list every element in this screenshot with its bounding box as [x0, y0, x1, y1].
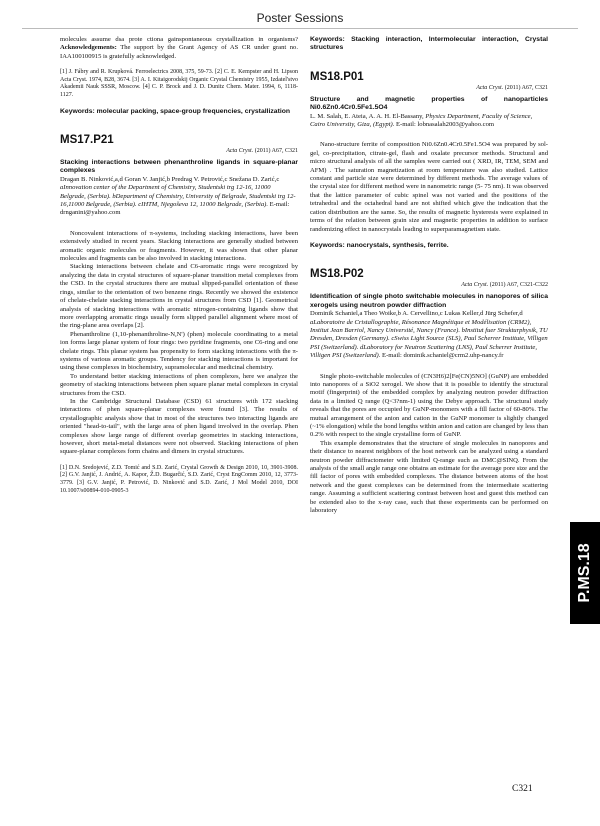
abstract-title-ms17-p21: Stacking interactions between phenanthroline ligands in square-planar complexes [60, 159, 298, 175]
authors-ms18-p01: L. M. Salah, E. Ateia, A. A. H. El-Bassany, Physics Department, Faculty of Science, Cairo University, Giza, (Egypt). E-mail: lobnasalah2003@yahoo.com [310, 112, 533, 129]
references-second: [1] D.N. Sredojević, Z.D. Tomić and S.D. Zarić, Crystal Growth & Design 2010, 10, 3901-3908. [2] G.V. Janjić, J. Andrić, A. Kapor, Ž.D. Bugarčić, S.D. Zarić, Cryst EngComm 2010, 12, 3773-3779. [3] G.V. Janjić, P. Petrović, D. Ninković and S.D. Zarić, J Mol Model 2010, DOI 10.1007/s00894-010-0905-3 [60, 464, 298, 494]
left-column [60, 36, 298, 495]
references-first: [1] J. Fábry and R. Krupková. Ferroelectrics 2008, 375, 59-73. [2] C. E. Kempster and H. Lipson Acta Cryst. 1974, B28, 3674. [3] A. I. Kitaigorodskij Organic Crystal Chemistry 1955, Izdatel'stvo Akademii Nauk SSSR, Moscow. [4] C. P. Brock and J. D. Dunitz Chem. Mater. 1994, 6, 1118-1127. [60, 69, 298, 98]
section-side-tab [570, 522, 600, 624]
header-title: Poster Sessions [256, 11, 344, 25]
body-paragraph: Single photo-switchable molecules of (CN3H6)2[Fe(CN)5NO] (GuNP) are embedded into nanopores of a SiO2 xerogel. We show that it is possible to identify the structural motif (fingerprint) of the embedded complex by analyzing neutron powder diffraction data in a limited Q range (Q<3?nm-1) using the Debye approach. The structural study reveals that the pores are occupied by GuNP-monomers with a fill factor of 60-80%. The mutual arrangement of the anion and cation in the GuNP monomer is slightly changed (~1% elongation) while the bond lengths within anion and cation are changed by less than 0.2% with respect to the single crystalline form of GuNP. [310, 372, 548, 439]
header-rule [22, 28, 578, 29]
abstract-title-ms18-p02: Identification of single photo switchable molecules in nanopores of silica xerogels using neutron powder diffraction [310, 293, 548, 309]
citation-ms18-p01: Acta Cryst. (2011) A67, C321 [476, 84, 548, 91]
body-paragraph: Noncovalent interactions of π-systems, including stacking interactions, have been extensively studied in recent years. Stacking interactions are generally studied between aromatic organic molecules or fragments. However, it was shown that other planar molecules and fragments can be also involved in stacking interactions. [60, 229, 298, 263]
body-paragraph: This example demonstrates that the structure of single molecules in nanopores and their distance to nearest neighbors of the host network can be analyzed using a standard neutron powder diffractometer with limited Q-range such as DMC@SINQ. From the analysis of the small angle range one obtains an estimate for the average pore size and the fill factor of pores with embedded complexes. The distance between atoms of the host network and the guest complexes can be determined from the intermediate scattering range. Assuming a sufficient scattering contrast between host and guest this method can be extended also to the x-ray case, such that these experiments can be performed on laboratory [310, 439, 548, 515]
abstract-intro-tail: molecules assume dsa prote ctiona gainspontaneous crystallization in organisms? Acknowledgements: The support by the Grant Agency of AS CR under grant no. IAA100100915 is gratefully acknowledged. [60, 36, 298, 60]
abstract-title-ms18-p01: Structure and magnetic properties of nanoparticles Ni0.6Zn0.4Cr0.5Fe1.5O4 [310, 95, 548, 112]
keywords-first: Keywords: molecular packing, space-group frequencies, crystallization [60, 107, 291, 115]
section-heading-ms18-p02: MS18.P02 [310, 268, 364, 281]
section-heading-ms18-p01: MS18.P01 [310, 70, 364, 83]
right-column [310, 36, 548, 515]
page-number: C321 [512, 784, 533, 794]
body-paragraph: Nano-structure ferrite of composition Ni0.6Zn0.4Cr0.5Fe1.5O4 was prepared by sol-gel, co-precipitation, citrate-gel, flash and oxalate precursor methods. Structural and micro structural analysis of all the samples were carried out ( XRD, IR, TEM, SEM and AFM) . The saturation magnetization at room temperature was also studied. Lattice constant and particle size were determined by different methods. The average values of the crystal size for different method were in nanometric range (5- 75 nm). It was observed that the lattice parameter of cubic spinel was not varied and the positions of the tetrahedral and the octahedral band are not shifted which give the indication that the cation distribution are the same. So, the results of magnetic hysteresis were explained in terms of the relation between grain size and magnetic properties in addition to surface randomizing effect in nanocrystals leading to superparamagnetism state. [310, 141, 548, 233]
side-tab-label: P.MS.18 [576, 543, 593, 603]
section-heading-ms17-p21: MS17.P21 [60, 134, 114, 146]
keywords-ms18-p01: Keywords: nanocrystals, synthesis, ferrite. [310, 241, 449, 249]
body-paragraph: To understand better stacking interactions of phen complexes, here we analyze the geometry of stacking interactions between phen square planar metal complexes in crystal structures from the CSD. [60, 372, 298, 397]
authors-ms18-p02: Dominik Schaniel,a Theo Woike,b A. Cervellino,c Lukas Keller,d Jürg Schefer,d aLaboratoire de Cristallographie, Résonance Magnétique et Modélisation (CRM2), Institut Jean Barriol, Nancy Université, Nancy (France). bInstitut fuer Strukturphysik, TU Dresden, Dresden (Germany). cSwiss Light Source (SLS), Paul Scherrer Institute, Villigen PSI (Switzerland). dLaboratory for Neutron Scattering (LNS), Paul Scherrer Institute, Villigen PSI (Switzerland). E-mail: dominik.schaniel@crm2.uhp-nancy.fr [310, 310, 548, 360]
acknowledgements-text: The support by the Grant Agency of AS CR under grant no. IAA100100915 is gratefully acknowledged. [60, 44, 298, 60]
citation-ms17-p21: Acta Cryst. (2011) A67, C321 [226, 148, 298, 154]
running-header [0, 0, 600, 34]
body-paragraph: Phenanthroline (1,10-phenanthroline-N,N') (phen) molecule coordinating to a metal ion forms large planar system of four rings: two pyridine fragments, one C6-ring and one chelate rings. This planar system has propensity to form stacking interactions with the π-systems of various aromatic groups. Tendency for stacking interactions is important for using these complexes in biochemistry, supramolecular and medicinal chemistry. [60, 330, 298, 372]
authors-ms17-p21: Dragan B. Ninković,a,d Goran V. Janjić,b Predrag V. Petrović,c Snežana D. Zarić,c aInnovation center of the Department of Chemistry, Studentski trg 12-16, 11000 Belgrade, (Serbia). bDepartment of Chemistry, University of Belgrade, Studentski trg 12-16,11000 Belgrade, (Serbia). cIHTM, Njegoševa 12, 11000 Belgrade, (Serbia). E-mail: drnganini@yahoo.com [60, 175, 296, 217]
acknowledgements-label: Acknowledgements: [60, 44, 117, 52]
body-paragraph: Stacking interactions between chelate and C6-aromatic rings were recognized by analyzing the data in crystal structures of square-planar transition metal complexes from the CSD. In the crystal structures there are mutual slipped-parallel orientation of these rings, similar to the orientation of two benzene rings. Recently we showed the existence of chelate-chelate stacking interactions in crystal structures from CSD [1]. Geometrical analysis of stacking interactions with aromatic nitrogen-containing ligands show that more overlapping aromatic rings usually form slipped parallel alignment where most of the ring-plane area overlaps [2]. [60, 263, 298, 330]
keywords-top-right: Keywords: Stacking interaction, Intermolecular interaction, Crystal structures [310, 36, 548, 52]
citation-ms18-p02: Acta Cryst. (2011) A67, C321-C322 [461, 282, 548, 289]
body-paragraph: In the Cambridge Structural Database (CSD) 61 structures with 172 stacking interactions of phen square-planar complexes were found [3]. The results of crystallographic analysis show that in most of the structures two interacting ligands are oriented "head-to-tail", with the large area of phen ligand involved in the overlap. Phen complexes show large range of different overlap geometries in stacking interactions, however, short metal-metal distances were not observed. Stacking interactions of phen square-planar complexes form chains and dimers in crystal structures. [60, 397, 298, 456]
